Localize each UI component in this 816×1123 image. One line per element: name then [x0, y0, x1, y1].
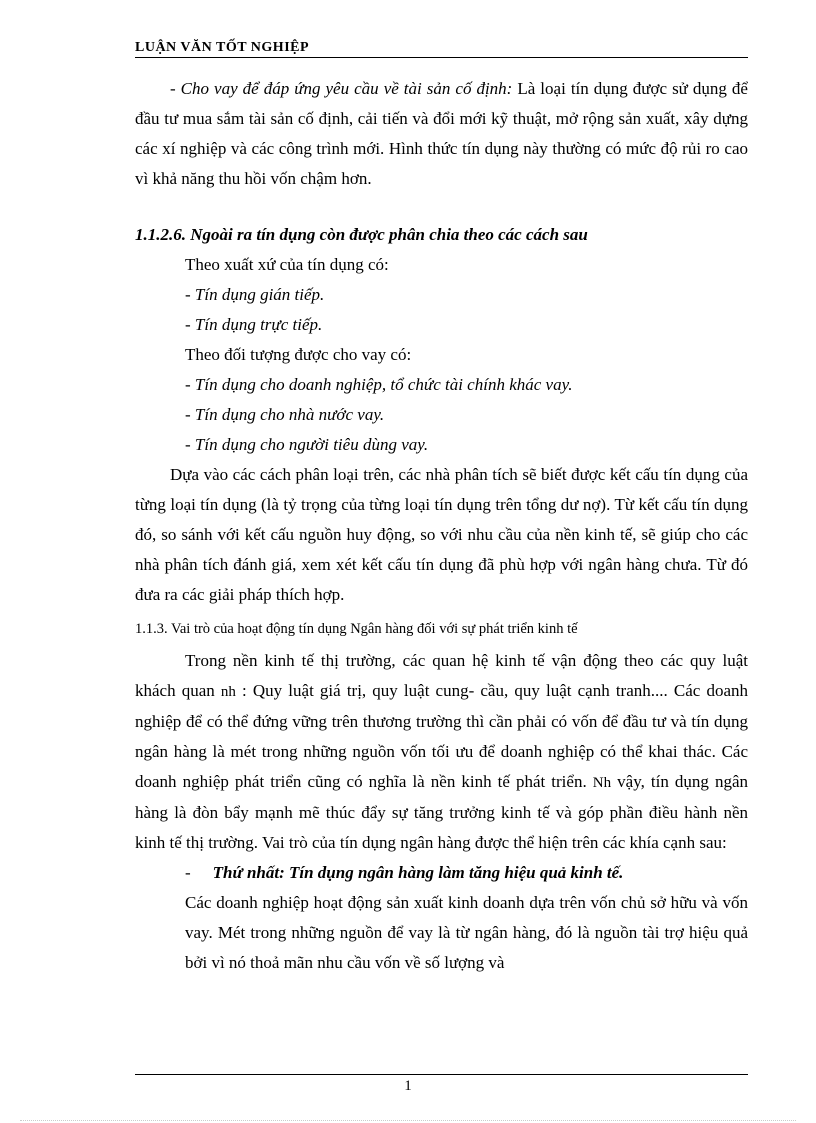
- header-rule: [135, 57, 748, 58]
- origin-intro: Theo xuất xứ của tín dụng có:: [185, 255, 389, 274]
- first-role-heading: - Thứ nhất: Tín dụng ngân hàng làm tăng hiệu quả kinh tế.: [185, 863, 624, 882]
- text-fragment: nh: [220, 684, 236, 700]
- section-heading-1-1-3: 1.1.3. Vai trò của hoạt động tín dụng Ngân hàng đối với sự phát triển kinh tế: [135, 621, 578, 637]
- page-content: [135, 74, 748, 978]
- fixed-asset-loan-lead: - Cho vay để đáp ứng yêu cầu về tài sản cố định:: [170, 79, 513, 98]
- text-fragment: Nh: [592, 775, 612, 791]
- page-edge-dots: [20, 1120, 796, 1121]
- role-intro-paragraph: Trong nền kinh tế thị trường, các quan hệ kinh tế vận động theo các quy luật khách quan nh : Quy luật giá trị, quy luật cung- cầu, quy luật cạnh tranh.... Các doanh nghiệp để có thể đứng vững trên thương trường thì cần phải có vốn để đầu tư và tín dụng ngân hàng là mét trong những nguồn vốn tối ưu để doanh nghiệp có thể khai thác. Các doanh nghiệp phát triển cũng có nghĩa là nền kinh tế phát triển. Nh vậy, tín dụng ngân hàng là đòn bẩy mạnh mẽ thúc đẩy sự tăng trưởng kinh tế và góp phần điều hành nền kinh tế thị trường. Vai trò của tín dụng ngân hàng được thể hiện trên các khía cạnh sau:: [135, 651, 749, 852]
- classification-paragraph: Dựa vào các cách phân loại trên, các nhà phân tích sẽ biết được kết cấu tín dụng của từng loại tín dụng (là tỷ trọng của từng loại tín dụng trên tổng dư nợ). Từ kết cấu tín dụng đó, so sánh với kết cấu nguồn huy động, so với nhu cầu của nền kinh tế, sẽ giúp cho các nhà phân tích đánh giá, xem xét kết cấu tín dụng đã phù hợp với ngân hàng chưa. Từ đó đưa ra các giải pháp thích hợp.: [135, 465, 748, 604]
- footer-rule: [135, 1074, 748, 1075]
- list-item: - Tín dụng gián tiếp.: [185, 285, 325, 304]
- list-item: - Tín dụng cho nhà nước vay.: [185, 405, 385, 424]
- section-heading-1-1-2-6: 1.1.2.6. Ngoài ra tín dụng còn được phân chia theo các cách sau: [135, 225, 588, 244]
- fixed-asset-loan-paragraph: [135, 74, 748, 194]
- list-item: - Tín dụng cho doanh nghiệp, tổ chức tài chính khác vay.: [185, 375, 573, 394]
- borrower-intro: Theo đối tượng được cho vay có:: [185, 345, 412, 364]
- first-role-paragraph: Các doanh nghiệp hoạt động sản xuất kinh doanh dựa trên vốn chủ sở hữu và vốn vay. Mét trong những nguồn để vay là từ ngân hàng, đó là nguồn tài trợ hiệu quả bởi vì nó thoả mãn nhu cầu vốn về số lượng và: [185, 893, 748, 972]
- list-item: - Tín dụng cho người tiêu dùng vay.: [185, 435, 429, 454]
- list-item: - Tín dụng trực tiếp.: [185, 315, 323, 334]
- page-number: 1: [404, 1078, 412, 1094]
- fixed-asset-loan-text: Là loại tín dụng được sử dụng để đầu tư mua sắm tài sản cố định, cải tiến và đổi mới kỹ thuật, mở rộng sản xuất, xây dựng các xí nghiệp và các công trình mới. Hình thức tín dụng này thường có mức độ rủi ro cao vì khả năng thu hồi vốn chậm hơn.: [135, 79, 748, 188]
- running-header: LUẬN VĂN TỐT NGHIỆP: [135, 40, 310, 55]
